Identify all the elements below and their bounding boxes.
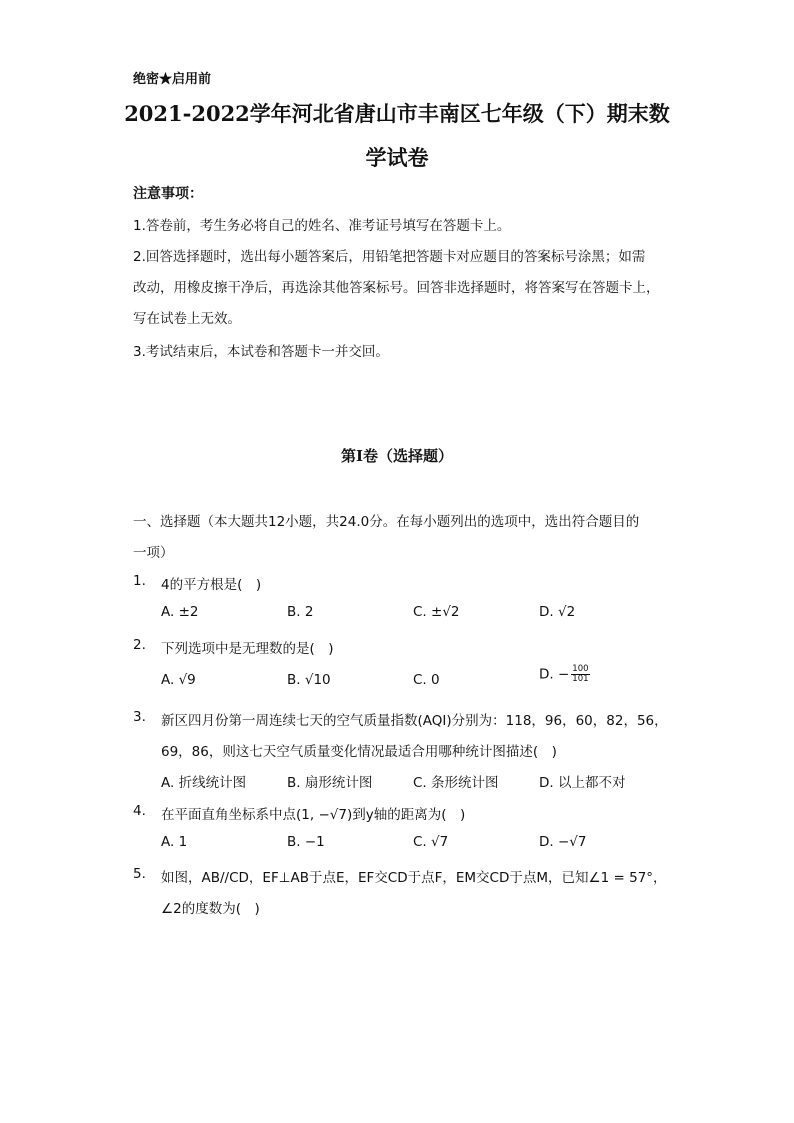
option-a: A. 1: [161, 834, 188, 850]
option-b: B. 2: [287, 604, 314, 620]
question-number: 3.: [133, 709, 146, 725]
option-d: D. √2: [539, 604, 576, 620]
question-text: 下列选项中是无理数的是( ): [161, 641, 334, 657]
option-d-label: D. −: [539, 666, 570, 683]
question-text-cont: 69，86，则这七天空气质量变化情况最适合用哪种统计图描述( ): [161, 744, 557, 760]
notice-item-2: 2.回答选择题时，选出每小题答案后，用铅笔把答题卡对应题目的答案标号涂黑；如需: [133, 249, 646, 265]
notice-item-3: 3.考试结束后，本试卷和答题卡一并交回。: [133, 344, 389, 360]
question-text: 新区四月份第一周连续七天的空气质量指数(AQI)分别为：118，96，60，82，56，: [161, 713, 668, 729]
option-c: C. 0: [413, 672, 440, 688]
option-c: C. 条形统计图: [413, 775, 499, 791]
option-c: C. √7: [413, 834, 449, 850]
question-text: 如图，AB//CD，EF⊥AB于点E，EF交CD于点F，EM交CD于点M，已知∠1 = 57°，: [161, 870, 667, 886]
notice-item-2-cont: 改动，用橡皮擦干净后，再选涂其他答案标号。回答非选择题时，将答案写在答题卡上，: [133, 280, 660, 296]
notice-item-1: 1.答卷前，考生务必将自己的姓名、准考证号填写在答题卡上。: [133, 218, 511, 234]
option-a: A. √9: [161, 672, 196, 688]
option-a: A. 折线统计图: [161, 775, 247, 791]
option-b: B. −1: [287, 834, 325, 850]
question-text-cont: ∠2的度数为( ): [161, 901, 260, 917]
part-title: 第I卷（选择题）: [340, 447, 454, 465]
question-number: 2.: [133, 637, 146, 653]
confidential-label: 绝密★启用前: [133, 72, 212, 87]
question-number: 4.: [133, 803, 146, 819]
question-number: 1.: [133, 573, 146, 589]
option-d: D. −√7: [539, 834, 587, 850]
exam-title-line2: 学试卷: [365, 145, 429, 170]
notice-heading: 注意事项：: [133, 186, 203, 202]
option-b: B. √10: [287, 672, 331, 688]
section-heading: 一、选择题（本大题共12小题，共24.0分。在每小题列出的选项中，选出符合题目的: [133, 514, 640, 530]
option-d: [539, 665, 590, 684]
notice-item-2-end: 写在试卷上无效。: [133, 311, 241, 327]
question-text: 在平面直角坐标系中点(1, −√7)到y轴的距离为( ): [161, 807, 466, 823]
fraction-denominator: 101: [572, 674, 589, 684]
question-text: 4的平方根是( ): [161, 577, 262, 593]
fraction: [571, 665, 589, 684]
question-number: 5.: [133, 866, 146, 882]
fraction-numerator: 100: [572, 664, 589, 674]
option-d: D. 以上都不对: [539, 775, 626, 791]
option-b: B. 扇形统计图: [287, 775, 373, 791]
exam-title-line1: 2021-2022学年河北省唐山市丰南区七年级（下）期末数: [124, 101, 670, 126]
option-c: C. ±√2: [413, 604, 460, 620]
option-a: A. ±2: [161, 604, 199, 620]
section-heading-cont: 一项）: [133, 545, 174, 561]
